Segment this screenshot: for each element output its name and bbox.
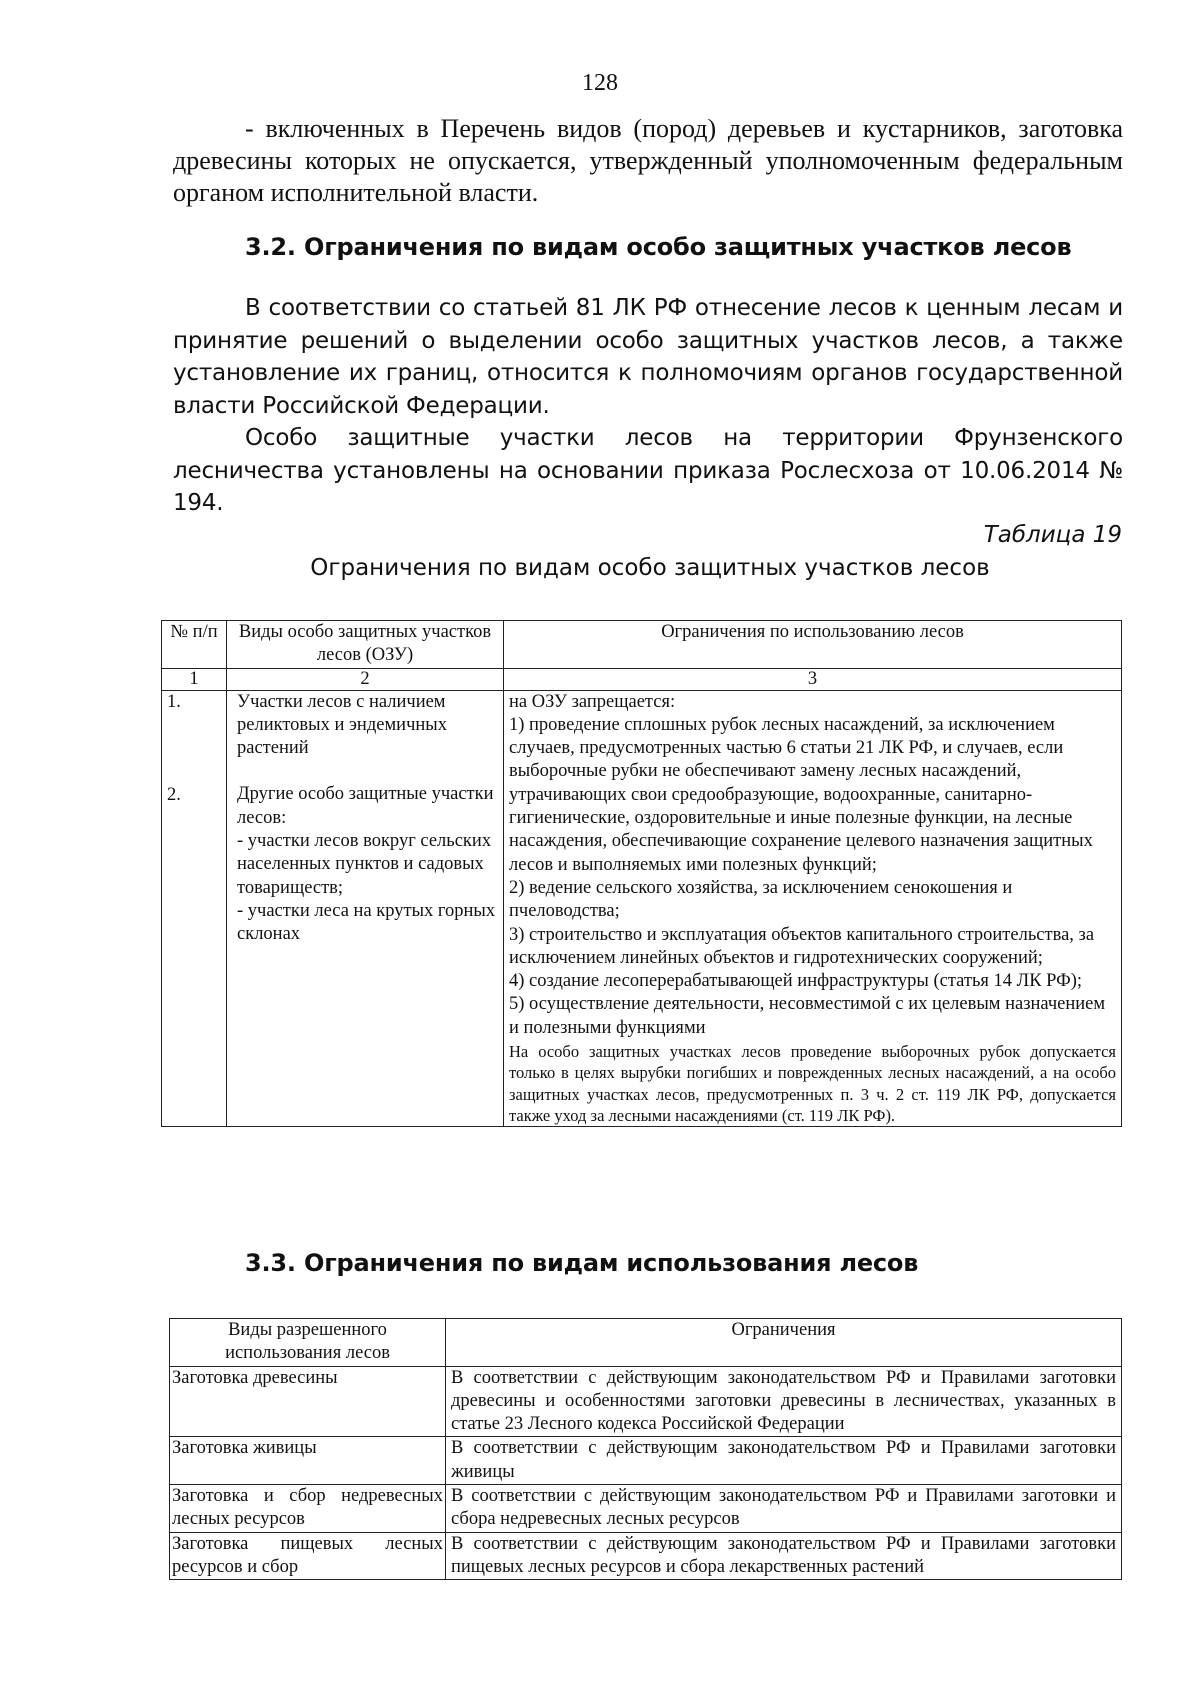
table-header-row <box>162 621 1122 669</box>
restriction-cell: В соответствии с действующим законодательством РФ и Правилами заготовки древесины и особенностями заготовки древесины в лесничествах, указанных в статье 23 Лесного кодекса Российской Федерации <box>446 1366 1122 1437</box>
page-number: 128 <box>582 70 618 96</box>
section-3-2-paragraph-1: В соответствии со статьей 81 ЛК РФ отнесение лесов к ценным лесам и принятие решений о выделении особо защитных участков лесов, а также установление их границ, относится к полномочиям органов государственной власти Российской Федерации. <box>173 295 1123 419</box>
restriction-intro: на ОЗУ запрещается: <box>509 691 676 712</box>
section-heading-3-3: 3.3. Ограничения по видам использования лесов <box>245 1249 919 1277</box>
section-3-2-paragraph-2: Особо защитные участки лесов на территории Фрунзенского лесничества установлены на основании приказа Рослесхоза от 10.06.2014 № 194. <box>173 425 1123 516</box>
land-use-cell: Заготовка древесины <box>170 1366 446 1437</box>
land-use-cell: Заготовка и сбор недревесных лесных ресурсов <box>170 1485 446 1533</box>
restriction-item: 5) осуществление деятельности, несовместимой с их целевым назначением и полезными функциями <box>509 994 1106 1038</box>
land-use-cell: Заготовка пищевых лесных ресурсов и сбор <box>170 1532 446 1580</box>
table-row <box>170 1437 1122 1485</box>
zone-types-cell <box>227 690 504 1127</box>
restriction-cell: В соответствии с действующим законодательством РФ и Правилами заготовки и сбора недревесных лесных ресурсов <box>446 1485 1122 1533</box>
restriction-item: 2) ведение сельского хозяйства, за исключением сенокошения и пчеловодства; <box>509 877 1013 922</box>
table-row <box>170 1366 1122 1437</box>
table-header-row <box>170 1319 1122 1367</box>
header-land-use: Виды разрешенного использования лесов <box>170 1319 446 1367</box>
land-use-cell: Заготовка живицы <box>170 1437 446 1485</box>
table-19 <box>161 620 1122 1127</box>
column-number-row <box>162 668 1122 690</box>
header-restrictions: Ограничения <box>446 1319 1122 1367</box>
column-number: 3 <box>504 668 1122 690</box>
section-heading-3-2: 3.2. Ограничения по видам особо защитных участков лесов <box>245 233 1072 261</box>
restriction-item: 1) проведение сплошных рубок лесных насаждений, за исключением случаев, предусмотренных частью 6 статьи 21 ЛК РФ, и случаев, если выборочные рубки не обеспечивают замену лесных насаждений, утрачивающих свои средообразующие, водоохранные, санитарно-гигиенические, оздоровительные и иные полезные функции, на лесные насаждения, обеспечивающие сохранение целевого назначения защитных лесов и выполняемых ими полезных функций; <box>509 714 1093 875</box>
header-number: № п/п <box>162 621 227 669</box>
intro-text: - включенных в Перечень видов (пород) деревьев и кустарников, заготовка древесины которых не опускается, утвержденный уполномоченным федеральным органом исполнительной власти. <box>173 114 1123 207</box>
zone-subtype: - участки леса на крутых горных склонах <box>237 900 496 945</box>
table-row <box>162 690 1122 1127</box>
table-row <box>170 1485 1122 1533</box>
zone-subtype: - участки лесов вокруг сельских населенных пунктов и садовых товариществ; <box>237 831 492 898</box>
zone-type-1: Участки лесов с наличием реликтовых и эндемичных растений <box>237 691 447 759</box>
restriction-cell: В соответствии с действующим законодательством РФ и Правилами заготовки пищевых лесных ресурсов и сбора лекарственных растений <box>446 1532 1122 1580</box>
zone-type-2: Другие особо защитные участки лесов: <box>237 784 494 828</box>
land-use-restrictions-table <box>169 1318 1122 1580</box>
restrictions-cell <box>504 690 1122 1127</box>
row-number: 2. <box>167 784 181 805</box>
restriction-item: 3) строительство и эксплуатация объектов капитального строительства, за исключением линейных объектов и гидротехнических сооружений; <box>509 924 1095 968</box>
column-number: 1 <box>162 668 227 690</box>
table-number-caption: Таблица 19 <box>983 522 1122 548</box>
restriction-cell: В соответствии с действующим законодательством РФ и Правилами заготовки живицы <box>446 1437 1122 1485</box>
header-type: Виды особо защитных участков лесов (ОЗУ) <box>227 621 504 669</box>
intro-paragraph <box>173 113 1123 209</box>
header-restrictions: Ограничения по использованию лесов <box>504 621 1122 669</box>
row-numbers-cell <box>162 690 227 1127</box>
restriction-note: На особо защитных участках лесов проведение выборочных рубок допускается только в целях вырубки погибших и поврежденных лесных насаждений, а на особо защитных участках лесов, предусмотренных п. 3 ч. 2 ст. 119 ЛК РФ, допускается также уход за лесными насаждениями (ст. 119 ЛК РФ). <box>509 1042 1116 1125</box>
table-row <box>170 1532 1122 1580</box>
section-3-2-body <box>173 292 1123 520</box>
column-number: 2 <box>227 668 504 690</box>
row-number: 1. <box>167 691 181 712</box>
table-title: Ограничения по видам особо защитных участков лесов <box>310 555 990 581</box>
restriction-item: 4) создание лесоперерабатывающей инфраструктуры (статья 14 ЛК РФ); <box>509 971 1083 992</box>
